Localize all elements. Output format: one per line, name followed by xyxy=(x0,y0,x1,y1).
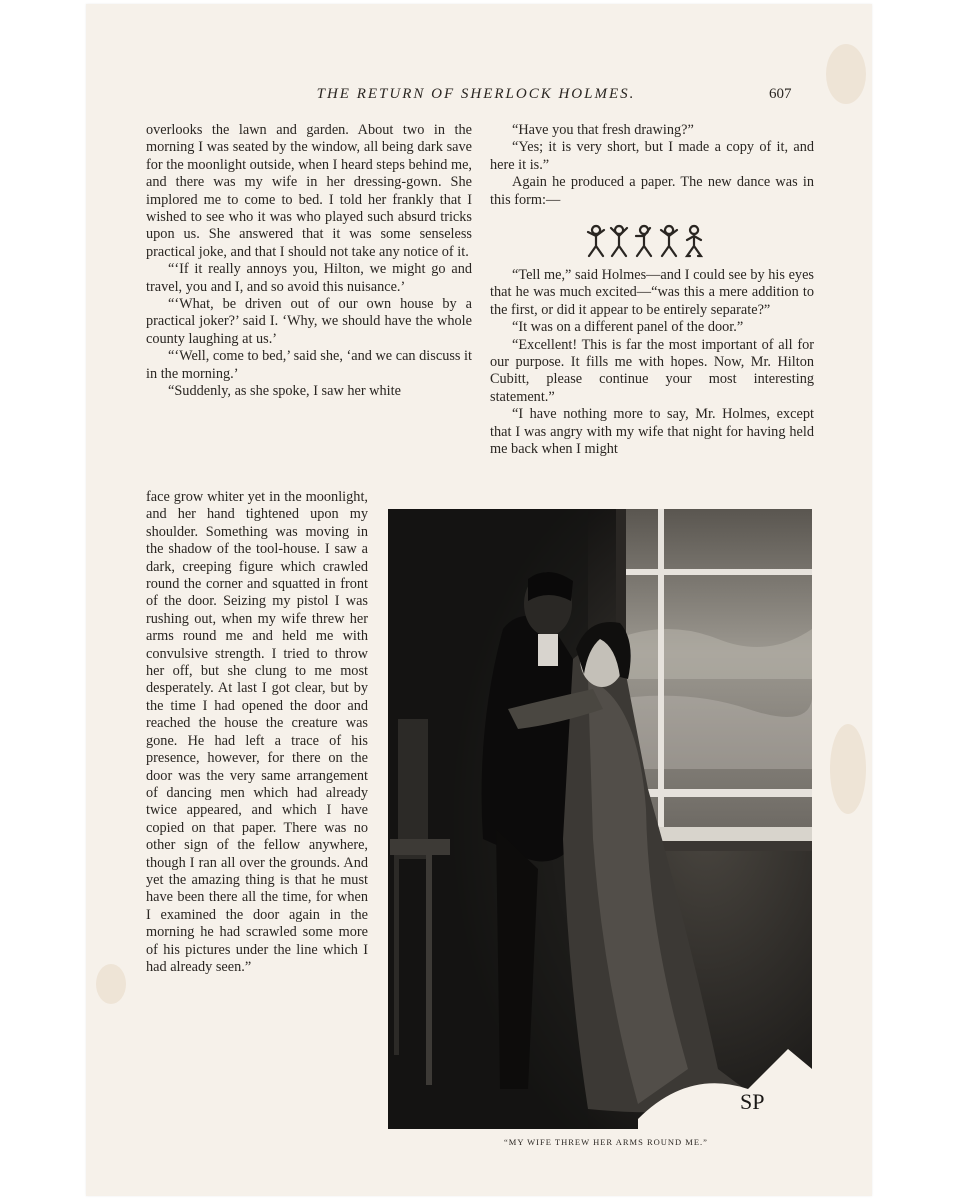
paper-stain xyxy=(826,44,866,104)
right-column-bottom xyxy=(490,267,814,458)
illustration-caption: “MY WIFE THREW HER ARMS ROUND ME.” xyxy=(504,1137,708,1147)
paragraph: “I have nothing more to say, Mr. Holmes, except that I was angry with my wife that night for having held me back when I might xyxy=(490,406,814,458)
paragraph: “Have you that fresh drawing?” xyxy=(512,122,694,138)
paragraph: Again he produced a paper. The new dance was in this form:— xyxy=(490,174,814,208)
paragraph: overlooks the lawn and garden. About two in the morning I was seated by the window, all being dark save for the moonlight outside, when I heard steps behind me, and there was my wife in her dressing-gown. She implored me to come to bed. I told her frankly that I wished to see who it was who played such absurd tricks upon us. She answered that it was some senseless practical joke, and that I should not take any notice of it. xyxy=(146,122,472,260)
dancing-man-figure xyxy=(611,226,627,256)
left-column-top xyxy=(146,122,472,401)
paragraph: face grow whiter yet in the moonlight, and her hand tightened upon my shoulder. Something was moving in the shadow of the tool-house. I saw a dark, creeping figure which crawled round the corner and squatted in front of the door. Seizing my pistol I was rushing out, when my wife threw her arms round me and held me with convulsive strength. I tried to throw her off, but she clung to me most desperately. At last I got clear, but by the time I had opened the door and reached the house the creature was gone. He had left a trace of his presence, however, for there on the door was the very same arrangement of dancing men which had already twice appeared, and which I have copied on that paper. There was no other sign of the fellow anywhere, though I ran all over the grounds. And yet the amazing thing is that he must have been there all the time, for when I examined the door again in the morning he had scrawled some more of his pictures under the line which I had already seen.” xyxy=(146,489,368,975)
dancing-man-figure xyxy=(636,226,651,256)
paragraph: “Suddenly, as she spoke, I saw her white xyxy=(168,383,401,400)
page-number: 607 xyxy=(769,86,792,102)
right-column-top xyxy=(490,122,814,209)
illustration-embrace xyxy=(388,509,812,1129)
paper-stain xyxy=(830,724,866,814)
running-header: THE RETURN OF SHERLOCK HOLMES. xyxy=(316,86,636,102)
illustration-drawing xyxy=(388,509,812,1129)
paragraph: “‘If it really annoys you, Hilton, we might go and travel, you and I, and so avoid this nuisance.’ xyxy=(146,261,472,295)
dancing-man-figure xyxy=(661,226,677,256)
paragraph: “Tell me,” said Holmes—and I could see by his eyes that he was much excited—“was this a mere addition to the first, or did it appear to be entirely separate?” xyxy=(490,267,814,318)
dancing-men-cipher xyxy=(584,222,714,262)
artist-signature: SP xyxy=(740,1089,765,1114)
dancing-man-figure xyxy=(687,226,701,256)
paragraph: “‘What, be driven out of our own house by a practical joker?’ said I. ‘Why, we should have the whole county laughing at us.’ xyxy=(146,296,472,347)
paragraph: “Yes; it is very short, but I made a copy of it, and here it is.” xyxy=(490,139,814,173)
paragraph: “Excellent! This is far the most important of all for our purpose. It fills me with hopes. Now, Mr. Hilton Cubitt, please continue your most interesting statement.” xyxy=(490,336,814,405)
left-column-narrow xyxy=(146,489,368,976)
paragraph: “‘Well, come to bed,’ said she, ‘and we can discuss it in the morning.’ xyxy=(146,348,472,382)
page-sheet xyxy=(86,4,872,1196)
paper-stain xyxy=(96,964,126,1004)
dancing-man-figure xyxy=(588,226,604,256)
paragraph: “It was on a different panel of the door.” xyxy=(512,319,744,336)
